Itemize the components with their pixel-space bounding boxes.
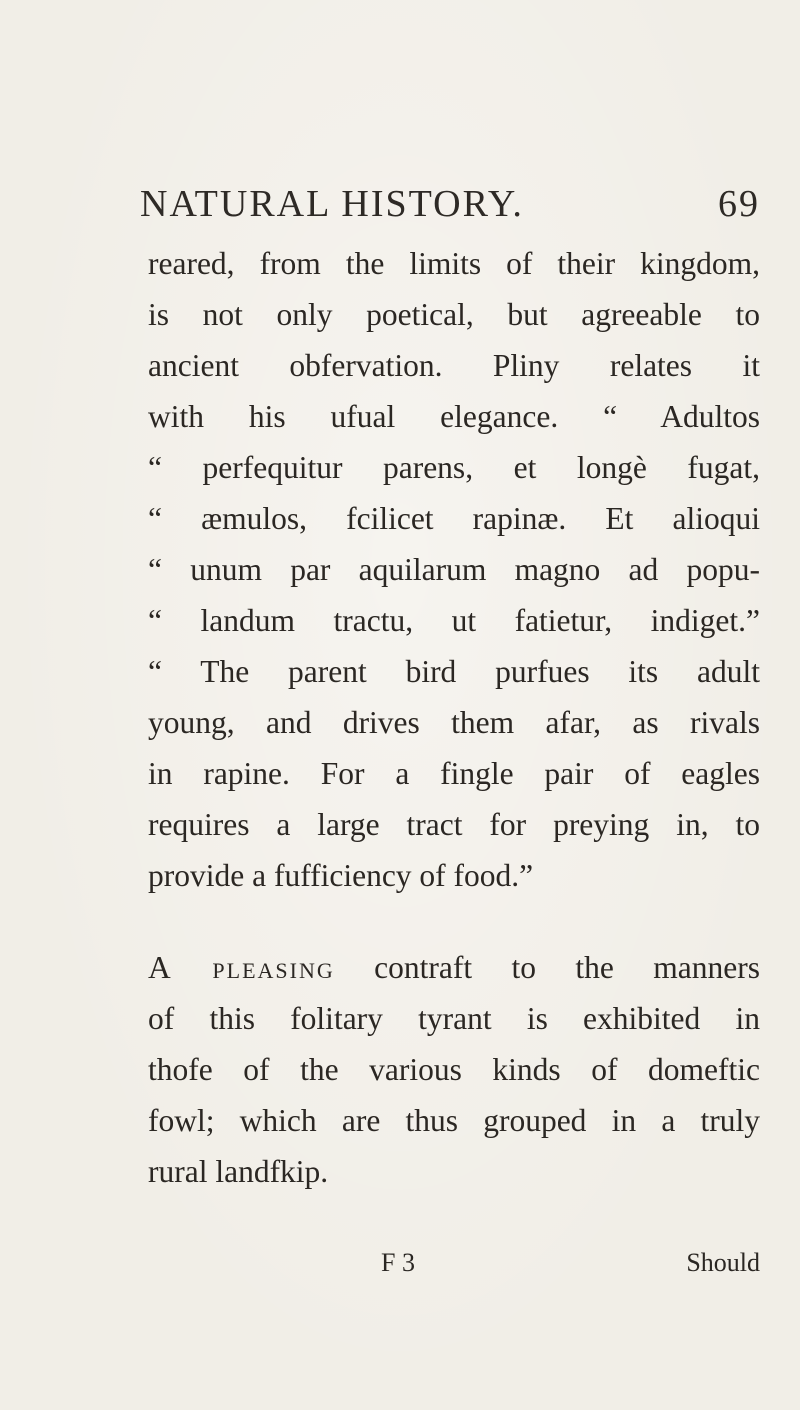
text-line: reared, from the limits of their kingdom, — [148, 246, 760, 281]
text-line: ancient obfervation. Pliny relates it — [148, 348, 760, 383]
page-number: 69 — [718, 183, 760, 225]
text-line: “ landum tractu, ut fatietur, indiget.” — [148, 603, 760, 638]
catchword: Should — [686, 1248, 760, 1277]
text-line-first — [148, 942, 760, 993]
text-line: requires a large tract for preying in, to — [148, 807, 760, 842]
text-line: fowl; which are thus grouped in a truly — [148, 1103, 760, 1138]
text-line: “ The parent bird purfues its adult — [148, 654, 760, 689]
signature-mark: F 3 — [381, 1248, 415, 1277]
text-line-rest: contraft to the manners — [334, 950, 760, 985]
text-line: is not only poetical, but agreeable to — [148, 297, 760, 332]
text-line: thofe of the various kinds of domeftic — [148, 1052, 760, 1087]
text-line: with his ufual elegance. “ Adultos — [148, 399, 760, 434]
running-title: NATURAL HISTORY. — [140, 183, 524, 225]
text-line: young, and drives them afar, as rivals — [148, 705, 760, 740]
text-line: of this folitary tyrant is exhibited in — [148, 1001, 760, 1036]
text-line: “ æmulos, fcilicet rapinæ. Et alioqui — [148, 501, 760, 536]
paragraph-1 — [148, 238, 760, 901]
text-line: rural landfkip. — [148, 1154, 329, 1189]
paragraph-gap — [148, 901, 760, 942]
text-line: “ perfequitur parens, et longè fugat, — [148, 450, 760, 485]
text-line: provide a fufficiency of food.” — [148, 858, 534, 893]
page-footer — [148, 1248, 760, 1292]
text-line: in rapine. For a fingle pair of eagles — [148, 756, 760, 791]
body-text — [148, 238, 760, 1197]
lead-small-caps: A pleasing — [148, 950, 335, 985]
running-head — [140, 182, 760, 242]
text-line: “ unum par aquilarum magno ad popu- — [148, 552, 760, 587]
paragraph-2 — [148, 942, 760, 1197]
